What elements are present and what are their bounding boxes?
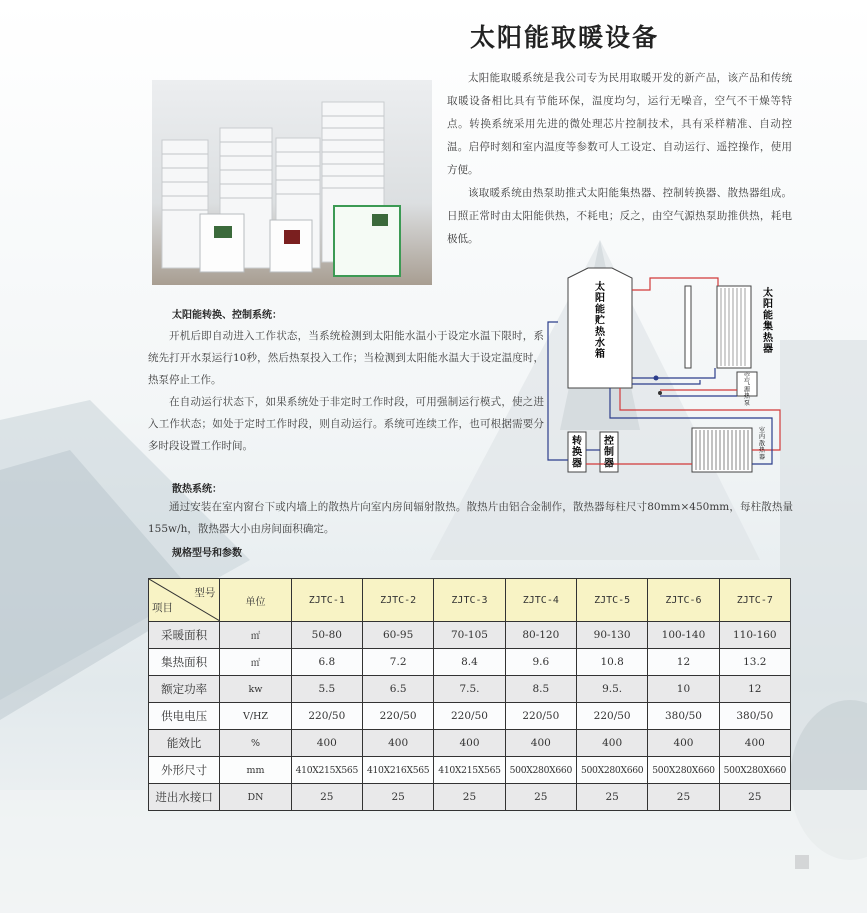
table-row: [149, 757, 791, 784]
system-diagram: [540, 260, 790, 485]
spec-table: [148, 578, 791, 811]
value-cell: 400: [576, 730, 647, 757]
value-cell: 400: [648, 730, 719, 757]
row-name-cell: 能效比: [149, 730, 220, 757]
row-unit-cell: mm: [220, 757, 291, 784]
radiator-heading: 散热系统：: [172, 484, 222, 495]
intro-text: [447, 67, 792, 251]
value-cell: 220/50: [434, 703, 505, 730]
value-cell: 7.2: [362, 649, 433, 676]
value-cell: 9.6: [505, 649, 576, 676]
controller-label: 控制器: [604, 436, 614, 470]
row-unit-cell: kw: [220, 676, 291, 703]
table-row: [149, 703, 791, 730]
value-cell: 25: [648, 784, 719, 811]
model-header-cell: ZJTC-6: [648, 579, 719, 622]
indoor-radiator-label: 室内散热器: [758, 427, 766, 461]
tank-label: 太阳能贮热水箱: [595, 282, 605, 361]
row-name-cell: 集热面积: [149, 649, 220, 676]
control-heading: 太阳能转换、控制系统：: [172, 310, 282, 321]
corner-item-label: 项目: [152, 602, 173, 614]
row-unit-cell: V/HZ: [220, 703, 291, 730]
value-cell: 380/50: [719, 703, 790, 730]
value-cell: 500X280X660: [719, 757, 790, 784]
value-cell: 25: [362, 784, 433, 811]
value-cell: 6.8: [291, 649, 362, 676]
intro-paragraph: 该取暖系统由热泵助推式太阳能集热器、控制转换器、散热器组成。日照正常时由太阳能供热，不耗电；反之，由空气源热泵助推供热，耗电极低。: [447, 187, 792, 245]
collector-label: 太阳能集热器: [763, 288, 773, 355]
value-cell: 25: [434, 784, 505, 811]
value-cell: 220/50: [362, 703, 433, 730]
table-corner-cell: [149, 579, 220, 622]
value-cell: 380/50: [648, 703, 719, 730]
value-cell: 110-160: [719, 622, 790, 649]
value-cell: 500X280X660: [648, 757, 719, 784]
table-header-row: [149, 579, 791, 622]
value-cell: 25: [291, 784, 362, 811]
value-cell: 220/50: [291, 703, 362, 730]
indoor-radiator: [692, 428, 752, 472]
table-row: [149, 784, 791, 811]
value-cell: 5.5: [291, 676, 362, 703]
value-cell: 7.5.: [434, 676, 505, 703]
collector-panel: [685, 286, 691, 368]
row-name-cell: 进出水接口: [149, 784, 220, 811]
collector-panel: [717, 286, 751, 368]
heat-pump-label: 空气源热泵: [743, 373, 751, 407]
value-cell: 60-95: [362, 622, 433, 649]
value-cell: 410X215X565: [291, 757, 362, 784]
model-header-cell: ZJTC-2: [362, 579, 433, 622]
page-title: 太阳能取暖设备: [470, 23, 660, 52]
row-unit-cell: ㎡: [220, 649, 291, 676]
row-name-cell: 外形尺寸: [149, 757, 220, 784]
value-cell: 400: [434, 730, 505, 757]
model-header-cell: ZJTC-4: [505, 579, 576, 622]
radiator-paragraph: 通过安装在室内窗台下或内墙上的散热片向室内房间辐射散热。散热片由铝合金制作，散热器每柱尺寸80mm×450mm，每柱散热量155w/h，散热器大小由房间面积确定。: [148, 501, 793, 535]
value-cell: 500X280X660: [576, 757, 647, 784]
value-cell: 90-130: [576, 622, 647, 649]
control-paragraph: 开机后即自动进入工作状态，当系统检测到太阳能水温小于设定水温下限时，系统先打开水泵运行10秒，然后热泵投入工作；当检测到太阳能水温大于设定温度时，热泵停止工作。: [148, 330, 544, 386]
value-cell: 400: [719, 730, 790, 757]
value-cell: 70-105: [434, 622, 505, 649]
value-cell: 12: [719, 676, 790, 703]
value-cell: 50-80: [291, 622, 362, 649]
model-header-cell: ZJTC-7: [719, 579, 790, 622]
value-cell: 400: [291, 730, 362, 757]
corner-model-label: 型号: [194, 587, 216, 599]
row-name-cell: 采暖面积: [149, 622, 220, 649]
model-header-cell: ZJTC-5: [576, 579, 647, 622]
table-row: [149, 676, 791, 703]
row-unit-cell: %: [220, 730, 291, 757]
value-cell: 400: [505, 730, 576, 757]
row-name-cell: 供电电压: [149, 703, 220, 730]
value-cell: 10: [648, 676, 719, 703]
product-photo: [152, 80, 432, 285]
value-cell: 410X215X565: [434, 757, 505, 784]
model-header-cell: ZJTC-3: [434, 579, 505, 622]
value-cell: 9.5.: [576, 676, 647, 703]
value-cell: 410X216X565: [362, 757, 433, 784]
unit-header-cell: 单位: [220, 579, 291, 622]
value-cell: 6.5: [362, 676, 433, 703]
control-text: [148, 325, 544, 457]
radiator-text: [148, 496, 793, 540]
value-cell: 8.4: [434, 649, 505, 676]
table-row: [149, 622, 791, 649]
value-cell: 13.2: [719, 649, 790, 676]
value-cell: 25: [505, 784, 576, 811]
converter-label: 转换器: [572, 436, 582, 470]
value-cell: 220/50: [505, 703, 576, 730]
row-name-cell: 额定功率: [149, 676, 220, 703]
value-cell: 80-120: [505, 622, 576, 649]
value-cell: 500X280X660: [505, 757, 576, 784]
table-row: [149, 730, 791, 757]
table-row: [149, 649, 791, 676]
value-cell: 100-140: [648, 622, 719, 649]
intro-paragraph: 太阳能取暖系统是我公司专为民用取暖开发的新产品，该产品和传统取暖设备相比具有节能环保，温度均匀，运行无噪音，空气不干燥等特点。转换系统采用先进的微处理芯片控制技术，具有采样精准、自动控温。启停时刻和室内温度等参数可人工设定、自动运行、遥控操作，使用方便。: [447, 72, 792, 176]
value-cell: 400: [362, 730, 433, 757]
page-marker: [795, 855, 809, 869]
model-header-cell: ZJTC-1: [291, 579, 362, 622]
value-cell: 10.8: [576, 649, 647, 676]
value-cell: 25: [576, 784, 647, 811]
spec-heading: 规格型号和参数: [172, 548, 242, 559]
value-cell: 12: [648, 649, 719, 676]
row-unit-cell: ㎡: [220, 622, 291, 649]
row-unit-cell: DN: [220, 784, 291, 811]
value-cell: 8.5: [505, 676, 576, 703]
value-cell: 25: [719, 784, 790, 811]
control-paragraph: 在自动运行状态下，如果系统处于非定时工作时段，可用强制运行模式，使之进入工作状态；如处于定时工作时段，则自动运行。系统可连续工作，也可根据需要分多时段设置工作时间。: [148, 396, 544, 452]
value-cell: 220/50: [576, 703, 647, 730]
